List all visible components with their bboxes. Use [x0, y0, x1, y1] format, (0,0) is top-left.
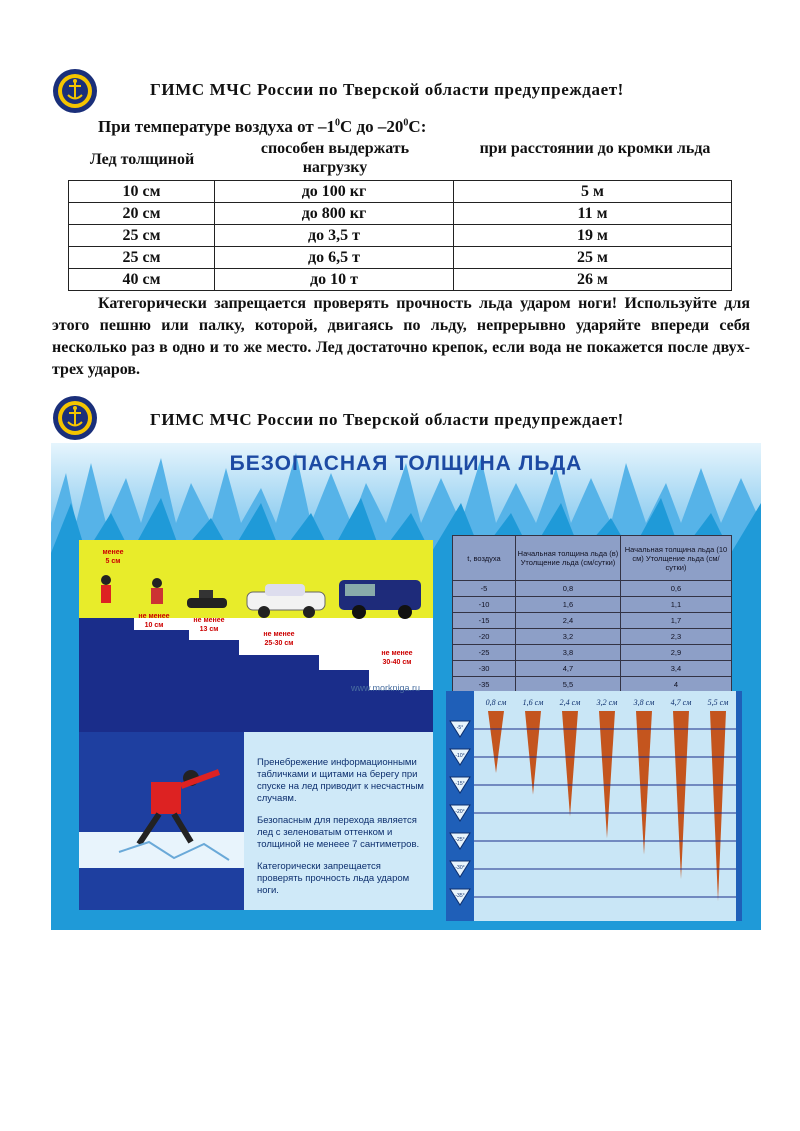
icicle-label: 1,6 см	[522, 698, 544, 707]
icicle-label: 3,2 см	[596, 698, 618, 707]
mini-val-b: 2,9	[620, 645, 731, 661]
advice-1: Пренебрежение информационными табличками и щитами на берегу при спуске на лед приводит к несчастным случаям.	[257, 757, 424, 804]
mini-temp: -25	[453, 645, 516, 661]
cell-thickness: 25 см	[69, 247, 215, 269]
mini-val-b: 0,6	[620, 581, 731, 597]
icicle-label: 0,8 см	[485, 698, 507, 707]
mini-header-ten: Начальная толщина льда (10 см) Утолщение льда (см/сутки)	[620, 536, 731, 581]
mini-row	[453, 597, 732, 613]
mini-val-a: 4,7	[516, 661, 621, 677]
temp-marker-label: -10°	[455, 753, 465, 759]
step-label-2b: 10 см	[144, 622, 164, 629]
bottom-info-panel	[79, 732, 433, 910]
step-label-3b: 13 см	[199, 626, 219, 633]
mini-temp: -30	[453, 661, 516, 677]
cell-thickness: 10 см	[69, 181, 215, 203]
temp-marker-label: -15°	[455, 781, 465, 787]
temp-marker-label: -20°	[455, 809, 465, 815]
cell-thickness: 25 см	[69, 225, 215, 247]
icicle-label: 5,5 см	[707, 698, 729, 707]
page-header: ГИМС МЧС России по Тверской области предупреждает!	[150, 80, 624, 99]
mini-header-initial: Начальная толщина льда (в) Утолщение льда (см/сутки)	[516, 536, 621, 581]
cell-distance: 11 м	[454, 203, 732, 225]
mini-temp: -15	[453, 613, 516, 629]
step-label-1b: 5 см	[105, 558, 121, 565]
cell-load: до 800 кг	[215, 203, 454, 225]
cell-load: до 6,5 т	[215, 247, 454, 269]
mini-val-a: 3,8	[516, 645, 621, 661]
column-header-distance: при расстоянии до кромки льда	[479, 140, 711, 157]
temp-marker-label: -30°	[455, 865, 465, 871]
column-header-load: способен выдержать нагрузку	[260, 140, 410, 176]
poster-title: БЕЗОПАСНАЯ ТОЛЩИНА ЛЬДА	[229, 452, 583, 475]
mini-header-row	[453, 536, 732, 581]
advice-2: Безопасным для перехода является лед с зеленоватым оттенком и толщиной не менеее 7 сантиметров.	[257, 815, 420, 850]
step-label-1a: менее	[102, 549, 124, 556]
table-row	[69, 181, 732, 203]
mini-header-temp: t, воздуха	[453, 536, 516, 581]
icicle-chart	[446, 691, 742, 921]
skater-figure-icon	[101, 575, 111, 603]
mini-val-a: 3,2	[516, 629, 621, 645]
icicle-label: 4,7 см	[670, 698, 692, 707]
safe-ice-poster	[51, 443, 761, 930]
mini-row	[453, 661, 732, 677]
temperature-condition: При температуре воздуха от $-1^0С$ до $-20^0С$:	[98, 117, 427, 136]
cell-thickness: 20 см	[69, 203, 215, 225]
mini-row	[453, 613, 732, 629]
mini-row	[453, 629, 732, 645]
watermark: www.morkniga.ru	[351, 683, 421, 693]
gims-emblem-icon	[52, 395, 98, 441]
step-label-3a: не менее	[193, 617, 225, 624]
cell-distance: 19 м	[454, 225, 732, 247]
ice-growth-table	[452, 535, 732, 693]
mini-val-b: 4	[620, 677, 731, 693]
icicle-label: 3,8 см	[633, 698, 655, 707]
mini-temp: -35	[453, 677, 516, 693]
mini-temp: -5	[453, 581, 516, 597]
table-row	[69, 225, 732, 247]
table-row	[69, 247, 732, 269]
ice-thickness-table	[68, 180, 732, 291]
warning-paragraph	[52, 293, 750, 381]
ice-growth-panel	[446, 525, 742, 919]
mini-val-b: 3,4	[620, 661, 731, 677]
cell-distance: 25 м	[454, 247, 732, 269]
icicle-label: 2,4 см	[559, 698, 581, 707]
page-header-second: ГИМС МЧС России по Тверской области предупреждает!	[150, 410, 624, 429]
cell-thickness: 40 см	[69, 269, 215, 291]
warning-text: Категорически запрещается проверять прочность льда ударом ноги! Используйте для этого пешню или палку, которой, двигаясь по льду, непрерывно ударяйте впереди себя несколько раз в одно и то же место. Лед достаточно крепок, если вода не покажется после двух-трех ударов.	[52, 295, 750, 378]
step-label-4b: 25-30 см	[264, 640, 294, 647]
mini-val-b: 2,3	[620, 629, 731, 645]
mini-row	[453, 645, 732, 661]
cell-distance: 5 м	[454, 181, 732, 203]
step-label-4a: не менее	[263, 631, 295, 638]
temp-marker-label: -5°	[456, 725, 464, 731]
column-header-thickness: Лед толщиной	[89, 151, 195, 168]
mini-row	[453, 581, 732, 597]
fisher-figure-icon	[151, 578, 163, 604]
table-row	[69, 269, 732, 291]
ice-steps-diagram	[79, 540, 433, 733]
mini-val-a: 5,5	[516, 677, 621, 693]
cell-distance: 26 м	[454, 269, 732, 291]
step-label-5a: не менее	[381, 650, 413, 657]
mini-val-b: 1,7	[620, 613, 731, 629]
temp-marker-label: -35°	[455, 893, 465, 899]
poster-advice-text	[257, 757, 427, 907]
mini-val-a: 2,4	[516, 613, 621, 629]
table-row	[69, 203, 732, 225]
mini-val-a: 1,6	[516, 597, 621, 613]
advice-3: Категорически запрещается проверять прочность льда ударом ноги.	[257, 861, 410, 896]
mini-val-a: 0,8	[516, 581, 621, 597]
temp-marker-label: -25°	[455, 837, 465, 843]
step-label-5b: 30-40 см	[382, 659, 412, 666]
mini-val-b: 1,1	[620, 597, 731, 613]
cell-load: до 100 кг	[215, 181, 454, 203]
cell-load: до 3,5 т	[215, 225, 454, 247]
cell-load: до 10 т	[215, 269, 454, 291]
step-label-2a: не менее	[138, 613, 170, 620]
mini-temp: -20	[453, 629, 516, 645]
gims-emblem-icon	[52, 68, 98, 114]
mini-temp: -10	[453, 597, 516, 613]
